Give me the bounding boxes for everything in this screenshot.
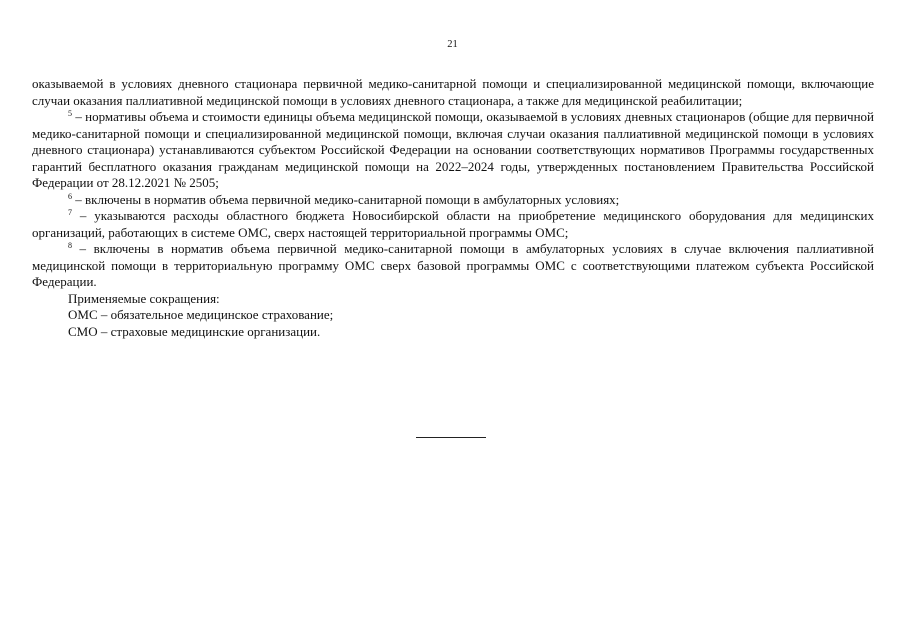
footnote-marker: 5 xyxy=(68,109,72,118)
footnote-text: – нормативы объема и стоимости единицы объема медицинской помощи, оказываемой в условиях дневных стационаров (общие для первичной медико-санитарной помощи и специализированной медицинской помощи, включая случаи оказания паллиативной медицинской помощи в условиях дневного стационара) устанавливаются субъектом Российской Федерации на основании соответствующих нормативов Программы государственных гарантий бесплатного оказания гражданам медицинской помощи на 2022–2024 годы, утвержденных постановлением Правительства Российской Федерации от 28.12.2021 № 2505; xyxy=(32,109,874,190)
footnote-marker: 8 xyxy=(68,241,72,250)
paragraph-continuation xyxy=(32,76,874,109)
abbreviation-text: СМО – страховые медицинские организации. xyxy=(68,323,321,339)
paragraph-text: оказываемой в условиях дневного стационара первичной медико-санитарной помощи и специализированной медицинской помощи, включающие случаи оказания паллиативной медицинской помощи в условиях дневного стационара, а также для медицинской реабилитации; xyxy=(32,76,874,108)
abbreviation-smo xyxy=(32,324,874,341)
footnote-marker: 6 xyxy=(68,191,72,201)
end-of-document-rule xyxy=(416,437,486,438)
abbreviation-oms xyxy=(32,307,874,324)
footnote-marker: 7 xyxy=(68,208,72,217)
footnote-text: – включены в норматив объема первичной медико-санитарной помощи в амбулаторных условиях в случае включения паллиативной медицинской помощи в территориальную программу ОМС сверх базовой программы ОМС с соответствующими платежом субъекта Российской Федерации. xyxy=(32,241,874,289)
abbreviations-heading-text: Применяемые сокращения: xyxy=(68,290,220,306)
abbreviation-text: ОМС – обязательное медицинское страхование; xyxy=(68,307,334,322)
footnote-5 xyxy=(32,109,874,192)
abbreviations-heading xyxy=(32,291,874,308)
footnote-8 xyxy=(32,241,874,291)
footnote-text: – включены в норматив объема первичной медико-санитарной помощи в амбулаторных условиях; xyxy=(72,191,620,207)
document-body xyxy=(32,76,874,340)
footnote-7 xyxy=(32,208,874,241)
footnote-text: – указываются расходы областного бюджета Новосибирской области на приобретение медицинского оборудования для медицинских организаций, работающих в системе ОМС, сверх настоящей территориальной программы ОМС; xyxy=(32,208,874,240)
footnote-6 xyxy=(32,192,874,209)
page-number: 21 xyxy=(447,39,458,50)
